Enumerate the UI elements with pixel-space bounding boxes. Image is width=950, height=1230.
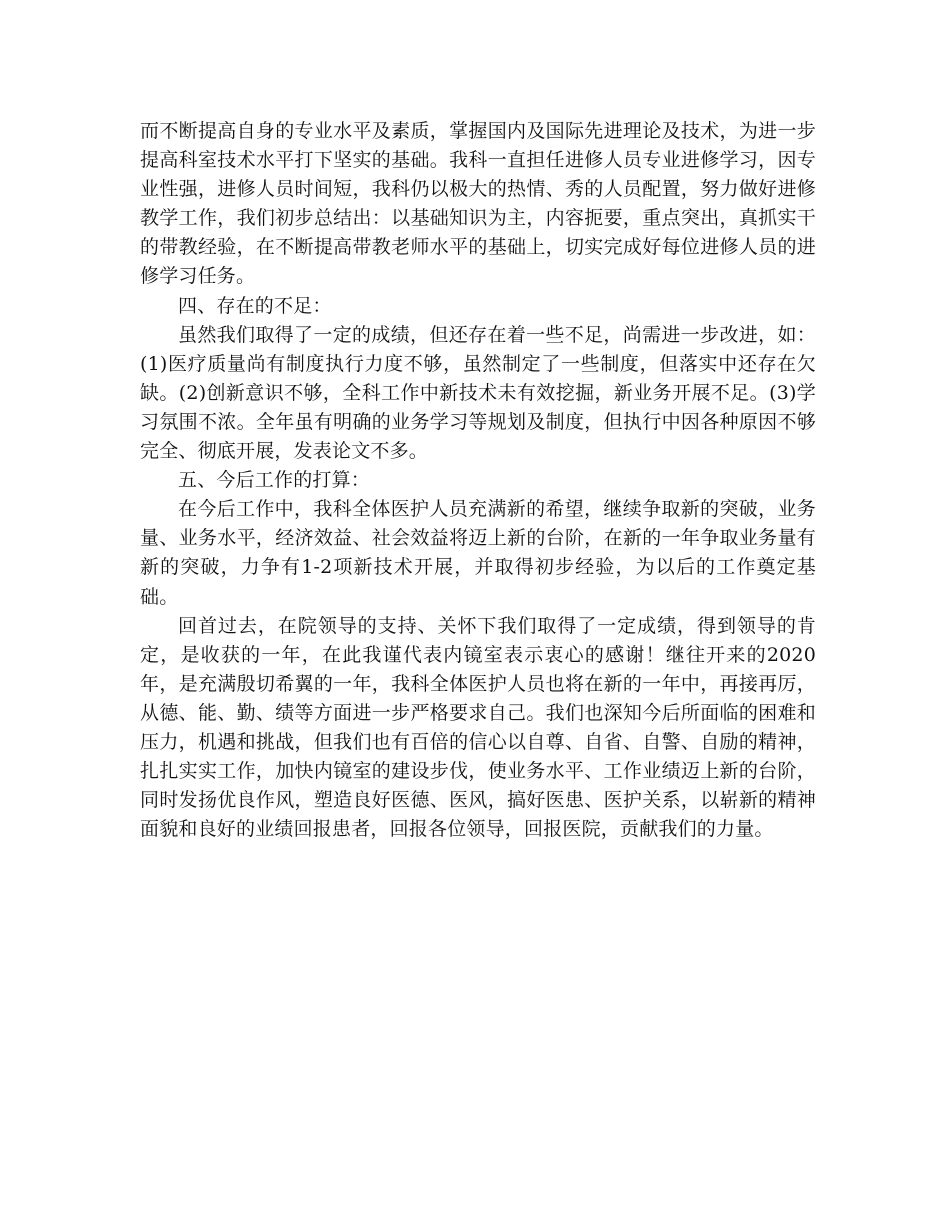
heading-shortcomings: 四、存在的不足： — [178, 294, 332, 317]
paragraph-conclusion: 回首过去，在院领导的支持、关怀下我们取得了一定成绩，得到领导的肯定，是收获的一年，在此我谨代表内镜室表示衷心的感谢！继往开来的2020年，是充满殷切希翼的一年，我科全体医护人员也将在新的一年中，再接再厉，从德、能、勤、绩等方面进一步严格要求自己。我们也深知今后所面临的困难和压力，机遇和挑战，但我们也有百倍的信心以自尊、自省、自警、自励的精神，扎扎实实工作，加快内镜室的建设步伐，使业务水平、工作业绩迈上新的台阶，同时发扬优良作风，塑造良好医德、医风，搞好医患、医护关系，以崭新的精神面貌和良好的业绩回报患者，回报各位领导，回报医院，贡献我们的力量。 — [140, 614, 816, 841]
paragraph-continued-training: 而不断提高自身的专业水平及素质，掌握国内及国际先进理论及技术，为进一步提高科室技术水平打下坚实的基础。我科一直担任进修人员专业进修学习，因专业性强，进修人员时间短，我科仍以极大的热情、秀的人员配置，努力做好进修教学工作，我们初步总结出：以基础知识为主，内容扼要，重点突出，真抓实干的带教经验，在不断提高带教老师水平的基础上，切实完成好每位进修人员的进修学习任务。 — [140, 120, 816, 288]
paragraph-shortcomings: 虽然我们取得了一定的成绩，但还存在着一些不足，尚需进一步改进，如：(1)医疗质量尚有制度执行力度不够，虽然制定了一些制度，但落实中还存在欠缺。(2)创新意识不够，全科工作中新技术未有效挖掘，新业务开展不足。(3)学习氛围不浓。全年虽有明确的业务学习等规划及制度，但执行中因各种原因不够完全、彻底开展，发表论文不多。 — [140, 323, 816, 463]
paragraph-future-plans: 在今后工作中，我科全体医护人员充满新的希望，继续争取新的突破，业务量、业务水平，经济效益、社会效益将迈上新的台阶，在新的一年争取业务量有新的突破，力争有1-2项新技术开展，并取得初步经验，为以后的工作奠定基础。 — [140, 498, 816, 608]
heading-future-plans: 五、今后工作的打算： — [178, 469, 371, 492]
document-body — [140, 117, 816, 844]
